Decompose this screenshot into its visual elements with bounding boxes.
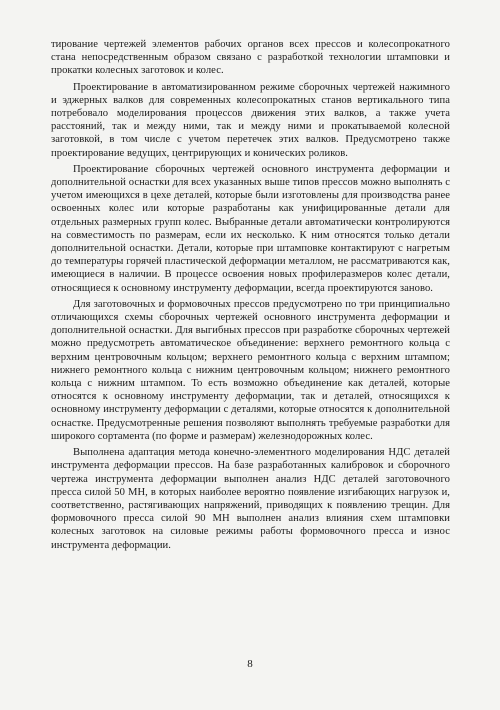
paragraph-2: Проектирование в автоматизированном режиме сборочных чертежей нажимного и эджерных валков для современных колесопрокатных станов вертикального типа потребовало моделирования процессов движения этих валков, а также учета расстояний, так и между ними, так и между ними и прокатываемой колесной заготовкой, в том числе с учетом перетечек этих валков. Предусмотрено также проектирование ведущих, центрирующих и конических роликов. <box>51 81 450 159</box>
body-text <box>51 38 450 552</box>
page-number: 8 <box>247 658 253 670</box>
paragraph-4: Для заготовочных и формовочных прессов предусмотрено по три принципиально отличающихся схемы сборочных чертежей основного инструмента деформации и дополнительной оснастки. Для выгибных прессов при разработке сборочных чертежей можно предусмотреть автоматическое объединение: верхнего ремонтного кольца с верхним центровочным кольцом; верхнего ремонтного кольца с верхним штампом; нижнего ремонтного кольца с нижним центровочным кольцом; нижнего ремонтного кольца с нижним штампом. То есть возможно объединение как деталей, которые относятся к основному инструменту деформации, так и деталей, относящихся к основному инструменту деформации с деталями, которые относятся к дополнительной оснастке. Предусмотренные решения позволяют выполнять требуемые разработки для широкого сортамента (по форме и размерам) железнодорожных колес. <box>51 298 450 442</box>
paragraph-3: Проектирование сборочных чертежей основного инструмента деформации и дополнительной оснастки для всех указанных выше типов прессов можно выполнять с учетом имеющихся в цехе деталей, которые были изготовлены для производства ранее освоенных колес или которые разработаны как унифицированные детали для отдельных размерных групп колес. Выбранные детали автоматически контролируются на совместимость по размерам, если их несколько. К ним относятся только детали дополнительной оснастки. Детали, которые при штамповке контактируют с нагретым до температуры горячей пластической деформации металлом, не рассматриваются как, имеющиеся в наличии. В процессе освоения новых профилеразмеров колес детали, относящиеся к основному инструменту деформации, всегда проектируются заново. <box>51 163 450 294</box>
paragraph-1: тирование чертежей элементов рабочих органов всех прессов и колесопрокатного стана непосредственным образом связано с разработкой технологии штамповки и прокатки колесных заготовок и колес. <box>51 39 450 77</box>
paragraph-5: Выполнена адаптация метода конечно-элементного моделирования НДС деталей инструмента деформации прессов. На базе разработанных калибровок и сборочного чертежа инструмента деформации выполнен анализ НДС деталей заготовочного пресса силой 50 МН, в которых наиболее вероятно появление изгибающих нагрузок и, соответственно, растягивающих напряжений, приводящих к появлению трещин. Для формовочного пресса силой 90 МН выполнен анализ влияния схем штамповки колесных заготовок на силовые режимы работы формовочного пресса и износ инструмента деформации. <box>51 447 450 551</box>
